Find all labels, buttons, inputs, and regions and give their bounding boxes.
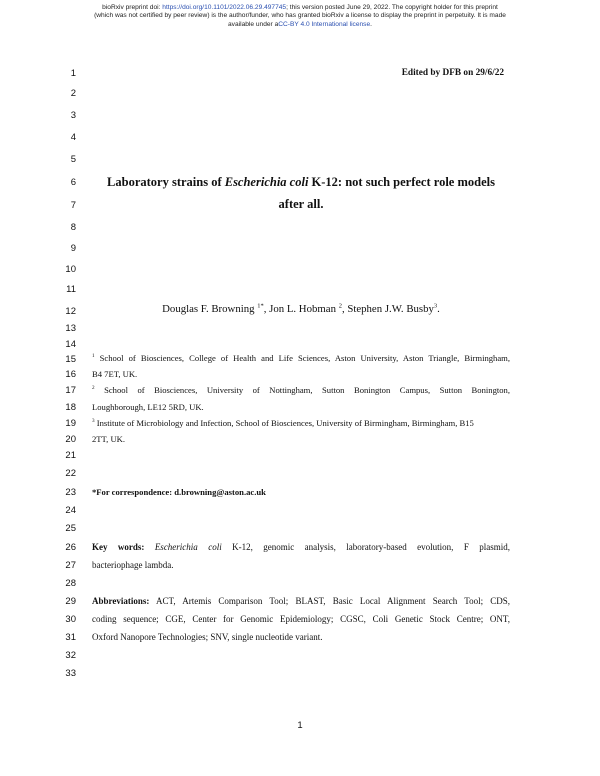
affiliation-1-cont: B4 7ET, UK. [92, 369, 138, 379]
line-number: 30 [65, 614, 76, 625]
line-number: 8 [70, 222, 76, 233]
line-number: 29 [65, 596, 76, 607]
abbreviations-cont-1: coding sequence; CGE, Center for Genomic Epidemiology; CGSC, Coli Genetic Stock Centre; ONT, [92, 614, 510, 624]
line-number: 2 [70, 88, 76, 99]
line-number: 12 [65, 306, 76, 317]
line-number: 21 [65, 450, 76, 461]
keywords: Key words: Escherichia coli K-12, genomic analysis, laboratory-based evolution, F plasmid, [92, 542, 510, 552]
line-number: 17 [65, 385, 76, 396]
banner-line-2: (which was not certified by peer review) is the author/funder, who has granted bioRxiv a license to display the preprint in perpetuity. It is made [94, 12, 506, 20]
abbreviations-cont-2: Oxford Nanopore Technologies; SNV, single nucleotide variant. [92, 632, 323, 642]
line-number: 6 [70, 177, 76, 188]
line-number: 18 [65, 402, 76, 413]
line-number: 10 [65, 264, 76, 275]
line-number: 19 [65, 418, 76, 429]
abbreviations: Abbreviations: ACT, Artemis Comparison Tool; BLAST, Basic Local Alignment Search Tool; CDS, [92, 596, 510, 606]
line-number: 27 [65, 560, 76, 571]
affiliation-2-cont: Loughborough, LE12 5RD, UK. [92, 402, 204, 412]
affiliation-2: $^2$ School of Biosciences, University of Nottingham, Sutton Bonington Campus, Sutton Bonington, [92, 385, 510, 395]
affiliation-3: $^3$ Institute of Microbiology and Infection, School of Biosciences, University of Birmingham, Birmingham, B15 [92, 418, 474, 428]
line-number: 26 [65, 542, 76, 553]
line-number: 9 [70, 243, 76, 254]
paper-title-line-2: after all. [278, 197, 324, 211]
paper-title: Laboratory strains of Escherichia coli K-12: not such perfect role models [107, 175, 495, 189]
line-number: 4 [70, 132, 76, 143]
line-number: 28 [65, 578, 76, 589]
keywords-cont: bacteriophage lambda. [92, 560, 174, 570]
line-number: 5 [70, 154, 76, 165]
line-number: 20 [65, 434, 76, 445]
line-number: 25 [65, 523, 76, 534]
line-number: 23 [65, 487, 76, 498]
doi-link[interactable]: https://doi.org/10.1101/2022.06.29.497745 [162, 4, 287, 11]
license-link[interactable]: CC-BY 4.0 International license [278, 20, 371, 28]
line-number: 15 [65, 354, 76, 365]
author-list: Douglas F. Browning $^{1*}$, Jon L. Hobman $^2$, Stephen J.W. Busby$^3$. [162, 302, 440, 315]
line-number: 24 [65, 505, 76, 516]
banner-line-3: available under aCC-BY 4.0 International license. [228, 20, 372, 28]
line-number: 14 [65, 339, 76, 350]
line-number: 13 [65, 323, 76, 334]
line-number: 32 [65, 650, 76, 661]
line-number: 7 [70, 200, 76, 211]
banner-line-1: bioRxiv preprint doi: https://doi.org/10.1101/2022.06.29.497745; this version posted June 29, 2022. The copyright holder for this preprint [102, 4, 498, 11]
edited-note: Edited by DFB on 29/6/22 [401, 68, 504, 78]
line-number: 3 [70, 110, 76, 121]
line-number: 16 [65, 369, 76, 380]
line-number: 1 [70, 68, 76, 79]
affiliation-3-cont: 2TT, UK. [92, 434, 126, 444]
correspondence: *For correspondence: d.browning@aston.ac.uk [92, 487, 266, 497]
affiliation-1: $^1$ School of Biosciences, College of Health and Life Sciences, Aston University, Aston Triangle, Birmingham, [92, 353, 510, 363]
preprint-banner [0, 4, 600, 29]
line-number: 22 [65, 468, 76, 479]
line-number: 31 [65, 632, 76, 643]
page-number: 1 [297, 720, 303, 731]
line-number: 33 [65, 668, 76, 679]
line-number: 11 [66, 284, 76, 295]
